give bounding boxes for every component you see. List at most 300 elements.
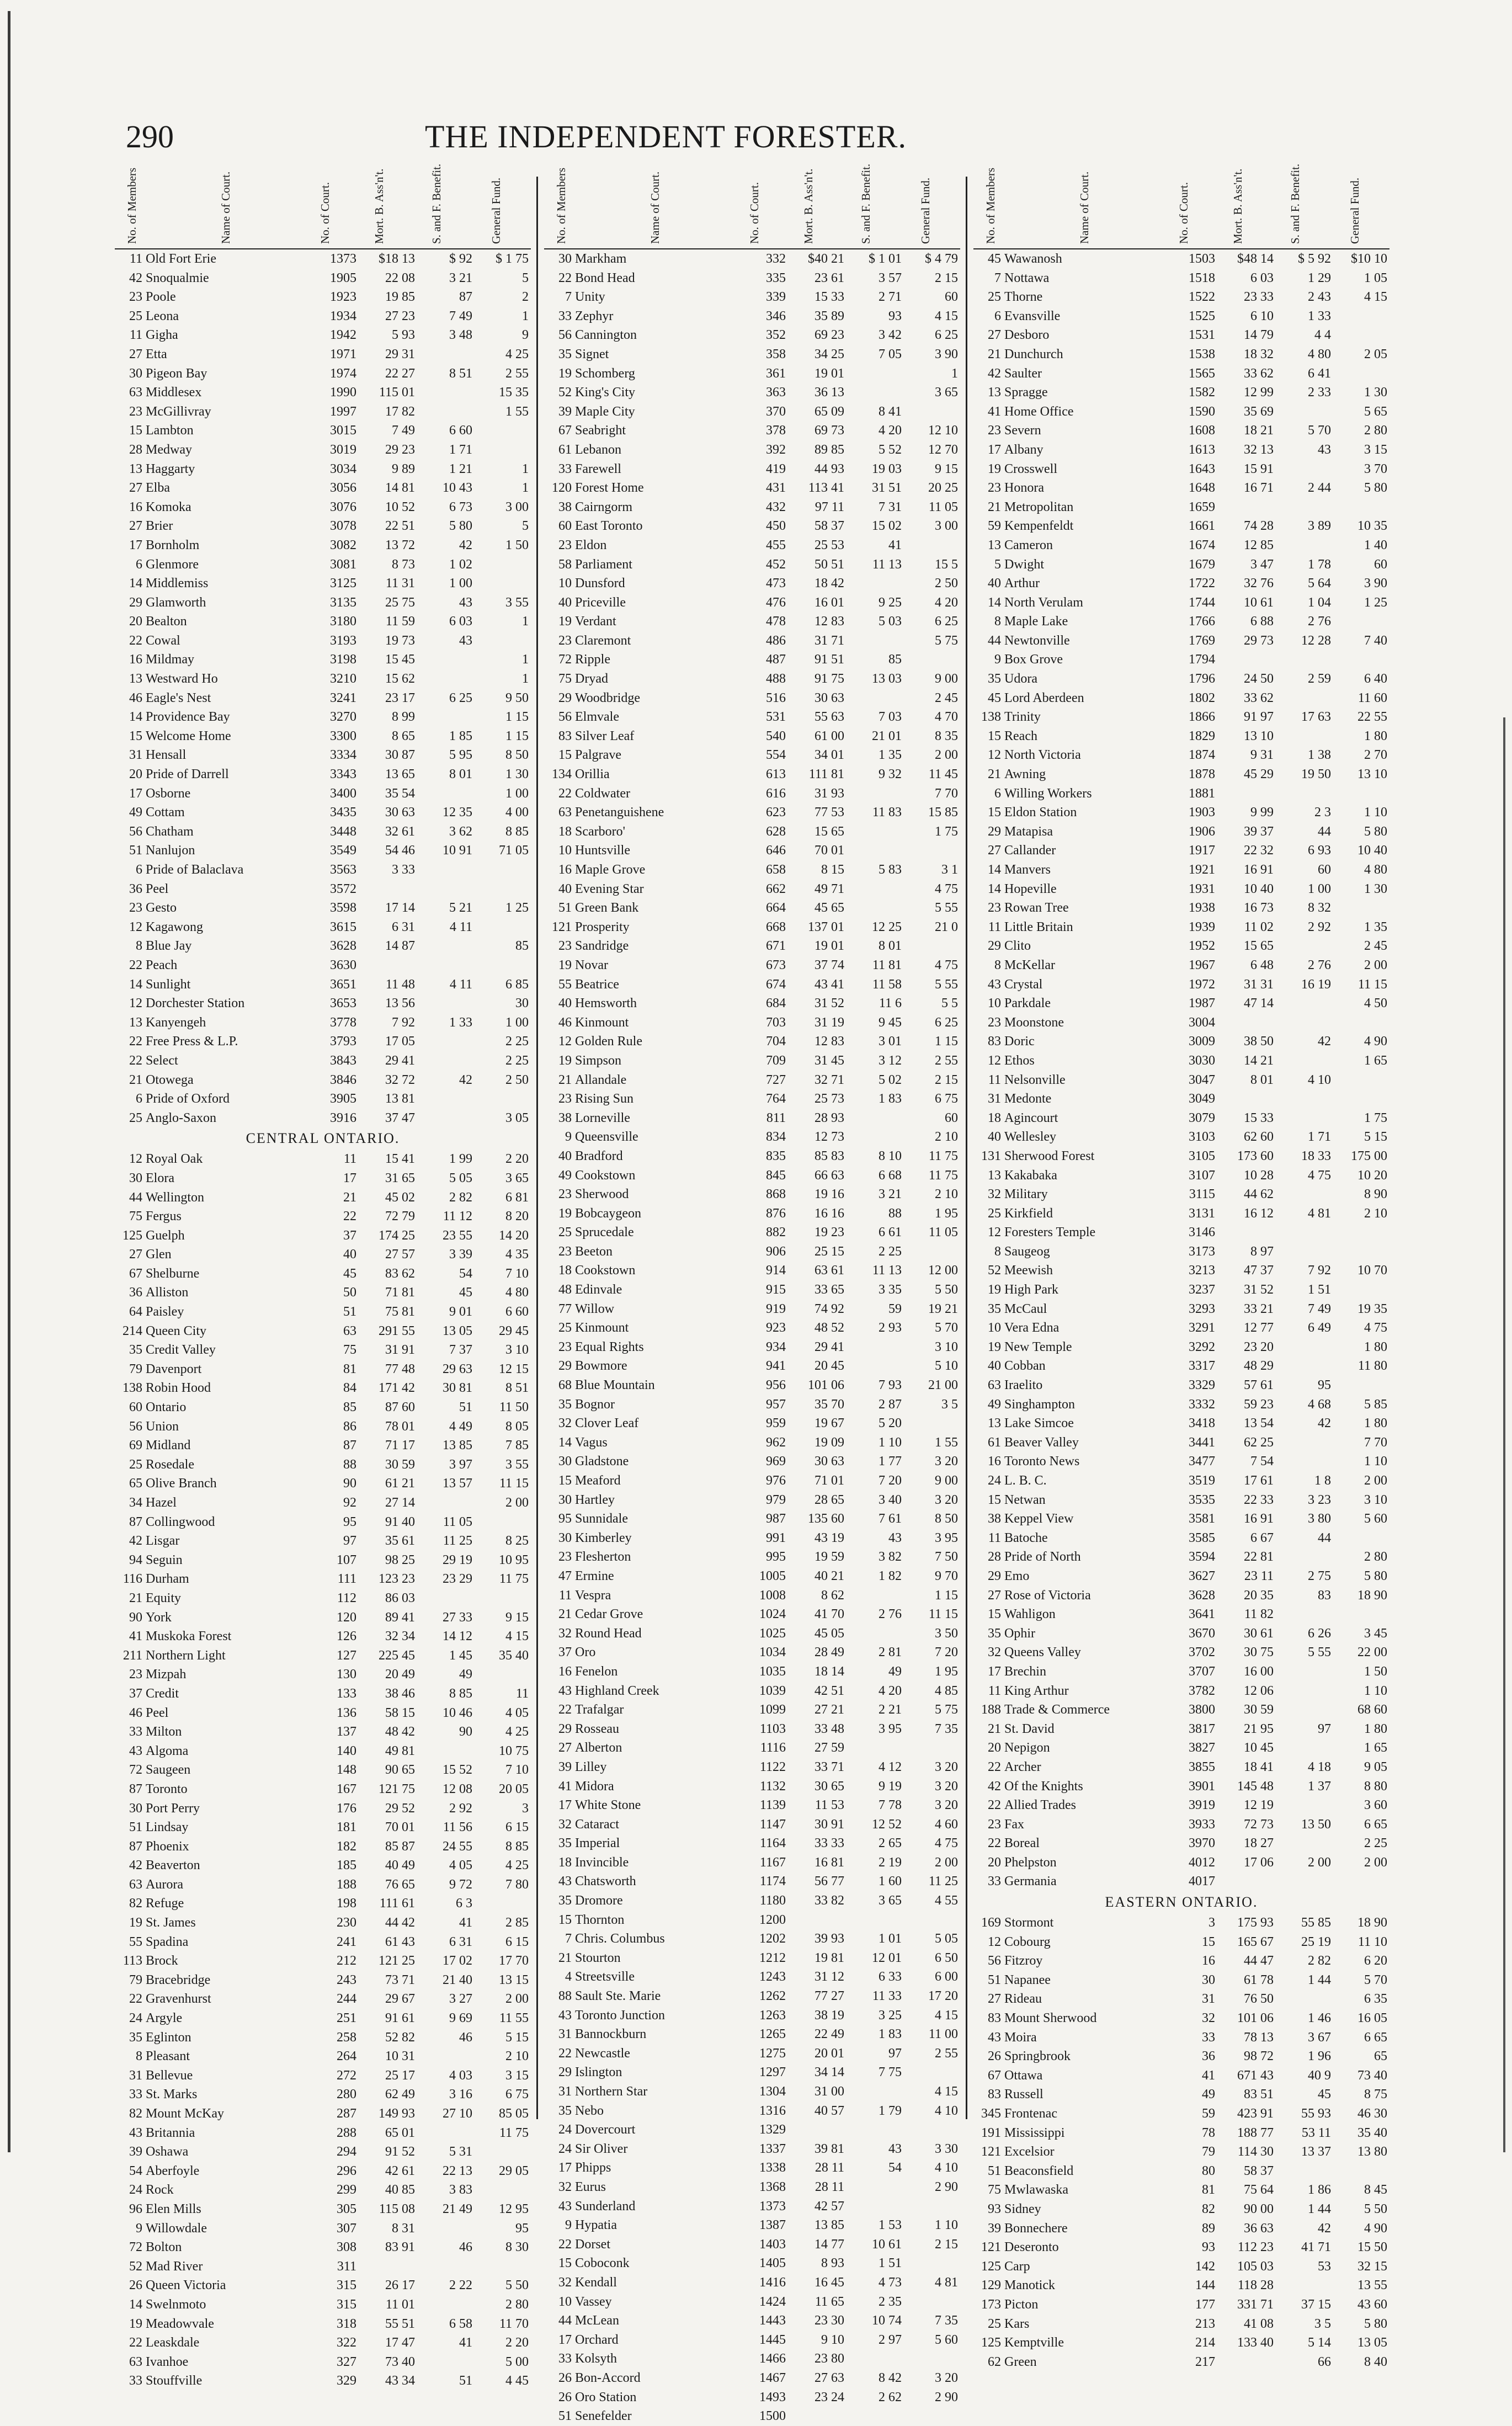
- court-name-cell: King Arthur: [1004, 1683, 1069, 1698]
- court-name-cell: Elba: [146, 481, 170, 496]
- court-no-cell: 1987: [1189, 996, 1215, 1011]
- table-row: [544, 1949, 960, 1968]
- mortuary-cell: 58 37: [814, 519, 844, 534]
- table-row: [115, 1071, 531, 1090]
- court-name-cell: Cairngorm: [575, 499, 632, 514]
- sick-benefit-cell: 19 03: [872, 461, 902, 476]
- sick-benefit-cell: 85: [888, 652, 902, 667]
- table-row: [544, 402, 960, 422]
- mortuary-cell: 18 21: [1244, 423, 1274, 438]
- table-row: [973, 1700, 1389, 1720]
- court-name-cell: Pigeon Bay: [146, 366, 207, 381]
- court-name-cell: Cobourg: [1004, 1934, 1051, 1949]
- sick-benefit-cell: [418, 707, 476, 727]
- court-no-cell: 3615: [330, 919, 356, 934]
- court-no-cell: 845: [766, 1168, 786, 1183]
- sick-benefit-cell: 5 05: [449, 1171, 472, 1185]
- court-name-cell: Lebanon: [575, 442, 621, 457]
- table-row: [544, 326, 960, 345]
- court-name-cell: Phoenix: [146, 1839, 189, 1854]
- mortuary-cell: 27 57: [385, 1247, 415, 1262]
- court-name-cell: Rising Sun: [575, 1092, 634, 1106]
- sick-benefit-cell: [848, 1338, 905, 1357]
- table-row: [115, 2124, 531, 2143]
- court-no-cell: 198: [337, 1896, 356, 1911]
- table-row: [544, 1071, 960, 1090]
- mortuary-cell: 56 77: [814, 1874, 844, 1889]
- members-cell: 27: [988, 843, 1001, 858]
- court-name-cell: Eurus: [575, 2179, 606, 2194]
- table-row: [115, 2315, 531, 2334]
- members-cell: 30: [558, 1530, 572, 1545]
- mortuary-cell: 77 48: [385, 1361, 415, 1376]
- general-fund-cell: 5: [522, 519, 529, 534]
- sick-benefit-cell: 66: [1318, 2354, 1331, 2369]
- court-no-cell: 3448: [330, 824, 356, 839]
- court-no-cell: 1590: [1189, 404, 1215, 419]
- court-no-cell: 327: [337, 2354, 356, 2369]
- members-cell: 33: [558, 308, 572, 323]
- mortuary-cell: 34 01: [814, 748, 844, 763]
- court-name-cell: Toronto: [146, 1781, 188, 1796]
- table-row: [544, 1700, 960, 1720]
- table-row: [544, 841, 960, 860]
- members-cell: 38: [558, 1110, 572, 1125]
- mortuary-cell: 10 45: [1244, 1741, 1274, 1755]
- sick-benefit-cell: 11 12: [443, 1209, 472, 1224]
- sick-benefit-cell: 2 00: [1308, 1855, 1331, 1870]
- members-cell: 56: [558, 710, 572, 725]
- table-row: [115, 288, 531, 307]
- members-cell: 20: [129, 614, 142, 629]
- mortuary-cell: 77 27: [814, 1989, 844, 2004]
- court-no-cell: 120: [337, 1610, 356, 1625]
- table-row: [973, 2219, 1389, 2238]
- table-row: [973, 2333, 1389, 2353]
- members-cell: 23: [129, 901, 142, 916]
- general-fund-cell: 3 00: [505, 499, 529, 514]
- sick-benefit-cell: 43: [888, 2141, 902, 2156]
- court-no-cell: 3193: [330, 633, 356, 648]
- mortuary-cell: 29 41: [385, 1053, 415, 1068]
- mortuary-cell: 30 65: [814, 1779, 844, 1794]
- general-fund-cell: [905, 2407, 960, 2426]
- court-no-cell: 3653: [330, 996, 356, 1011]
- court-name-cell: Novar: [575, 957, 608, 972]
- sick-benefit-cell: 2 35: [879, 2294, 902, 2309]
- court-name-cell: Kendall: [575, 2275, 617, 2290]
- members-cell: 15: [988, 728, 1001, 743]
- sick-benefit-cell: 29 19: [443, 1552, 472, 1567]
- members-cell: 21: [988, 767, 1001, 782]
- sick-benefit-cell: [1277, 1051, 1334, 1071]
- court-no-cell: 554: [766, 748, 786, 763]
- court-no-cell: 684: [766, 996, 786, 1011]
- court-no-cell: 956: [766, 1378, 786, 1393]
- sick-benefit-cell: 97: [888, 2046, 902, 2061]
- mortuary-cell: 32 34: [385, 1629, 415, 1644]
- court-name-cell: Bradford: [575, 1148, 623, 1163]
- court-no-cell: 487: [766, 652, 786, 667]
- table-row: [544, 2082, 960, 2102]
- sick-benefit-cell: 83: [1318, 1588, 1331, 1603]
- table-column-1: [115, 163, 531, 2388]
- mortuary-cell: 16 73: [1244, 901, 1274, 916]
- general-fund-cell: 10 40: [1357, 843, 1387, 858]
- court-no-cell: 4012: [1189, 1855, 1215, 1870]
- members-cell: 35: [988, 672, 1001, 687]
- members-cell: 29: [988, 939, 1001, 954]
- sick-benefit-cell: 53: [1318, 2259, 1331, 2274]
- court-no-cell: 3210: [330, 672, 356, 687]
- court-no-cell: 3081: [330, 557, 356, 572]
- sick-benefit-cell: [1277, 689, 1334, 708]
- court-name-cell: Fenelon: [575, 1664, 618, 1679]
- sick-benefit-cell: 1 44: [1308, 1972, 1331, 1987]
- mortuary-cell: 42 57: [814, 2199, 844, 2214]
- court-name-cell: High Park: [1004, 1283, 1058, 1297]
- mortuary-cell: 87 60: [385, 1400, 415, 1415]
- table-row: [544, 631, 960, 651]
- members-cell: 25: [129, 1110, 142, 1125]
- court-no-cell: 419: [766, 461, 786, 476]
- mortuary-cell: 11 82: [1244, 1607, 1274, 1622]
- mortuary-cell: 23 11: [1244, 1568, 1274, 1583]
- mortuary-cell: 31 31: [1244, 977, 1274, 992]
- sick-benefit-cell: [1277, 1223, 1334, 1242]
- general-fund-cell: 4 25: [505, 1858, 529, 1873]
- mortuary-cell: 31 71: [814, 633, 844, 648]
- sick-benefit-cell: 13 85: [443, 1438, 472, 1453]
- mortuary-cell: 15 65: [1244, 939, 1274, 954]
- court-no-cell: 3933: [1189, 1817, 1215, 1832]
- court-no-cell: 3598: [330, 901, 356, 916]
- mortuary-cell: 114 30: [1237, 2145, 1274, 2159]
- table-row: [544, 2273, 960, 2292]
- mortuary-cell: 40 21: [814, 1568, 844, 1583]
- general-fund-cell: 4 90: [1364, 2221, 1387, 2236]
- mortuary-cell: 22 08: [385, 270, 415, 285]
- general-fund-cell: 6 15: [505, 1820, 529, 1835]
- members-cell: 79: [129, 1972, 142, 1987]
- sick-benefit-cell: 1 96: [1308, 2049, 1331, 2064]
- court-name-cell: York: [146, 1610, 172, 1625]
- court-no-cell: 1661: [1189, 519, 1215, 534]
- mortuary-cell: 121 75: [379, 1781, 415, 1796]
- sick-benefit-cell: 4 49: [449, 1419, 472, 1434]
- court-name-cell: Penetanguishene: [575, 805, 664, 820]
- members-cell: 32: [558, 1416, 572, 1431]
- mortuary-cell: 91 97: [1244, 710, 1274, 725]
- general-fund-cell: 8 25: [505, 1534, 529, 1549]
- court-no-cell: 3300: [330, 728, 356, 743]
- sick-benefit-cell: 3 65: [879, 1893, 902, 1908]
- general-fund-cell: 6 60: [505, 1305, 529, 1320]
- sick-benefit-cell: 3 97: [449, 1457, 472, 1472]
- table-row: [544, 498, 960, 517]
- sick-benefit-cell: [1277, 1682, 1334, 1701]
- members-cell: 37: [129, 1686, 142, 1701]
- court-no-cell: 90: [343, 1476, 356, 1491]
- table-row: [544, 1452, 960, 1471]
- mortuary-cell: 91 52: [385, 2145, 415, 2159]
- table-row: [544, 1356, 960, 1376]
- court-no-cell: 671: [766, 939, 786, 954]
- general-fund-cell: 1 80: [1364, 1721, 1387, 1736]
- table-row: [973, 2066, 1389, 2085]
- members-cell: 49: [558, 1168, 572, 1183]
- members-cell: 63: [558, 805, 572, 820]
- members-cell: 29: [558, 1359, 572, 1374]
- sick-benefit-cell: [1277, 1834, 1334, 1853]
- members-cell: 87: [129, 1514, 142, 1529]
- members-cell: 113: [123, 1954, 142, 1969]
- court-no-cell: 49: [1202, 2087, 1215, 2102]
- members-cell: 27: [129, 481, 142, 496]
- table-row: [973, 421, 1389, 440]
- table-row: [544, 307, 960, 326]
- members-cell: 43: [558, 2199, 572, 2214]
- general-fund-cell: 5 05: [935, 1932, 958, 1946]
- court-name-cell: Bornholm: [146, 538, 200, 552]
- mortuary-cell: 44 47: [1244, 1954, 1274, 1969]
- court-no-cell: 318: [337, 2316, 356, 2331]
- table-row: [973, 1051, 1389, 1071]
- general-fund-cell: 2 55: [935, 2046, 958, 2061]
- mortuary-cell: 43 34: [385, 2374, 415, 2388]
- mortuary-cell: 30 91: [814, 1817, 844, 1832]
- court-name-cell: Etta: [146, 347, 167, 361]
- table-row: [115, 2180, 531, 2200]
- mortuary-cell: 33 48: [814, 1721, 844, 1736]
- table-row: [115, 1722, 531, 1742]
- members-cell: 29: [988, 1568, 1001, 1583]
- sick-benefit-cell: 8 32: [1308, 901, 1331, 916]
- general-fund-cell: 7 85: [505, 1438, 529, 1453]
- court-no-cell: 1952: [1189, 939, 1215, 954]
- sick-benefit-cell: 6 31: [449, 1934, 472, 1949]
- court-name-cell: Hensall: [146, 748, 187, 763]
- court-name-cell: Queensville: [575, 1130, 638, 1145]
- general-fund-cell: [905, 650, 960, 669]
- court-no-cell: 329: [337, 2374, 356, 2388]
- table-row: [544, 1796, 960, 1815]
- table-row: [544, 1567, 960, 1586]
- mortuary-cell: 38 19: [814, 2008, 844, 2023]
- general-fund-cell: 2 00: [505, 1992, 529, 2007]
- general-fund-cell: 12 10: [928, 423, 958, 438]
- general-fund-cell: 9 05: [1364, 1759, 1387, 1774]
- header-members: No. of Members: [125, 167, 139, 244]
- general-fund-cell: [1334, 1376, 1389, 1395]
- court-name-cell: Alliston: [146, 1285, 189, 1300]
- court-no-cell: 127: [337, 1648, 356, 1663]
- table-row: [973, 937, 1389, 956]
- table-row: [544, 1204, 960, 1223]
- mortuary-cell: 12 85: [1244, 538, 1274, 552]
- table-row: [973, 536, 1389, 555]
- table-row: [115, 1089, 531, 1109]
- court-name-cell: Credit: [146, 1686, 179, 1701]
- court-name-cell: Osborne: [146, 786, 191, 801]
- general-fund-cell: 5 15: [1364, 1130, 1387, 1145]
- general-fund-cell: 22 00: [1357, 1645, 1387, 1660]
- general-fund-cell: [1334, 1529, 1389, 1548]
- members-cell: 32: [988, 1645, 1001, 1660]
- mortuary-cell: 15 41: [385, 1152, 415, 1167]
- general-fund-cell: 3 15: [505, 2068, 529, 2083]
- members-cell: 30: [558, 1454, 572, 1469]
- court-name-cell: Wellington: [146, 1190, 205, 1205]
- table-row: [973, 440, 1389, 460]
- members-cell: 11: [558, 1588, 572, 1603]
- members-cell: 83: [988, 2011, 1001, 2026]
- table-row: [973, 1147, 1389, 1166]
- court-name-cell: Saulter: [1004, 366, 1042, 381]
- sick-benefit-cell: [418, 784, 476, 804]
- sick-benefit-cell: 7 37: [449, 1343, 472, 1358]
- mortuary-cell: 8 93: [821, 2256, 844, 2271]
- sick-benefit-cell: $ 5 92: [1298, 252, 1331, 266]
- court-no-cell: 919: [766, 1301, 786, 1316]
- court-name-cell: Hopeville: [1004, 881, 1057, 896]
- court-no-cell: 17: [343, 1171, 356, 1185]
- sick-benefit-cell: 11 58: [872, 977, 902, 992]
- members-cell: 72: [129, 1763, 142, 1778]
- court-name-cell: Evansville: [1004, 308, 1061, 323]
- mortuary-cell: 6 48: [1250, 957, 1274, 972]
- general-fund-cell: [1334, 498, 1389, 517]
- court-no-cell: 1565: [1189, 366, 1215, 381]
- general-fund-cell: 6 65: [1364, 1817, 1387, 1832]
- court-name-cell: Markham: [575, 252, 627, 266]
- members-cell: 25: [129, 308, 142, 323]
- court-name-cell: Eagle's Nest: [146, 690, 211, 705]
- court-name-cell: Kemptville: [1004, 2335, 1064, 2350]
- court-name-cell: Kirkfield: [1004, 1206, 1053, 1221]
- table-row: [115, 2257, 531, 2276]
- court-name-cell: Spadina: [146, 1934, 189, 1949]
- general-fund-cell: [1334, 784, 1389, 804]
- members-cell: 32: [558, 2275, 572, 2290]
- sick-benefit-cell: 44: [1318, 1530, 1331, 1545]
- mortuary-cell: 16 00: [1244, 1664, 1274, 1679]
- court-name-cell: Deseronto: [1004, 2240, 1059, 2255]
- court-no-cell: 3585: [1189, 1530, 1215, 1545]
- general-fund-cell: 6 25: [935, 1015, 958, 1030]
- court-name-cell: Stourton: [575, 1950, 621, 1965]
- mortuary-cell: 38 50: [1244, 1034, 1274, 1049]
- members-cell: 67: [988, 2068, 1001, 2083]
- court-no-cell: 30: [1202, 1972, 1215, 1987]
- sick-benefit-cell: 95: [1318, 1378, 1331, 1393]
- table-row: [973, 2162, 1389, 2181]
- table-row: [973, 2200, 1389, 2219]
- sick-benefit-cell: 4 10: [1308, 1072, 1331, 1087]
- header-mortuary: Mort. B. Ass'n't.: [372, 168, 386, 244]
- sick-benefit-cell: 12 28: [1301, 633, 1331, 648]
- members-cell: 32: [558, 1626, 572, 1641]
- header-court-name: Name of Court.: [1078, 171, 1091, 244]
- general-fund-cell: 4 75: [935, 1836, 958, 1851]
- general-fund-cell: [476, 555, 531, 574]
- mortuary-cell: 11 53: [814, 1798, 844, 1813]
- members-cell: 67: [129, 1266, 142, 1281]
- court-no-cell: 45: [343, 1266, 356, 1281]
- general-fund-cell: 11 10: [1357, 1934, 1387, 1949]
- general-fund-cell: $10 10: [1351, 252, 1387, 266]
- mortuary-cell: 76 65: [385, 1877, 415, 1892]
- table-row: [544, 1395, 960, 1414]
- table-row: [544, 2025, 960, 2044]
- table-row: [973, 803, 1389, 822]
- table-row: [115, 669, 531, 689]
- table-row: [544, 1929, 960, 1949]
- general-fund-cell: 2 80: [505, 2297, 529, 2312]
- table-row: [115, 1933, 531, 1952]
- table-row: [115, 1608, 531, 1627]
- sick-benefit-cell: [848, 2197, 905, 2216]
- court-name-cell: Komoka: [146, 499, 191, 514]
- court-no-cell: 241: [337, 1934, 356, 1949]
- sick-benefit-cell: [848, 689, 905, 708]
- members-cell: 93: [988, 2201, 1001, 2216]
- general-fund-cell: 65: [1374, 2049, 1387, 2064]
- table-row: [544, 1967, 960, 1987]
- members-cell: 48: [558, 1283, 572, 1297]
- general-fund-cell: 1 35: [1364, 919, 1387, 934]
- court-name-cell: Eldon Station: [1004, 805, 1077, 820]
- table-row: [115, 1302, 531, 1322]
- members-cell: 40: [558, 1148, 572, 1163]
- court-no-cell: 976: [766, 1473, 786, 1488]
- members-cell: 12: [988, 1225, 1001, 1240]
- general-fund-cell: 19 35: [1357, 1301, 1387, 1316]
- sick-benefit-cell: 1 00: [449, 576, 472, 591]
- table-row: [544, 707, 960, 727]
- members-cell: 12: [988, 748, 1001, 763]
- court-no-cell: 1039: [759, 1683, 786, 1698]
- court-no-cell: 486: [766, 633, 786, 648]
- members-cell: 33: [129, 1725, 142, 1739]
- members-cell: 22: [129, 1053, 142, 1068]
- general-fund-cell: [476, 2257, 531, 2276]
- table-row: [544, 1147, 960, 1166]
- court-name-cell: Mad River: [146, 2259, 203, 2274]
- court-no-cell: 3817: [1189, 1721, 1215, 1736]
- general-fund-cell: 6 40: [1364, 672, 1387, 687]
- court-no-cell: 89: [1202, 2221, 1215, 2236]
- mortuary-cell: 133 40: [1237, 2335, 1274, 2350]
- mortuary-cell: 26 17: [385, 2278, 415, 2293]
- court-no-cell: 3702: [1189, 1645, 1215, 1660]
- mortuary-cell: 111 81: [808, 767, 844, 782]
- court-name-cell: Credit Valley: [146, 1343, 216, 1358]
- court-no-cell: 3905: [330, 1092, 356, 1106]
- court-name-cell: Islington: [575, 2065, 622, 2080]
- court-no-cell: 4017: [1189, 1874, 1215, 1889]
- table-row: [544, 1185, 960, 1204]
- sick-benefit-cell: 9 45: [879, 1015, 902, 1030]
- court-name-cell: Bon-Accord: [575, 2370, 641, 2385]
- mortuary-cell: 12 19: [1244, 1798, 1274, 1813]
- mortuary-cell: 69 23: [814, 328, 844, 343]
- sick-benefit-cell: $ 92: [449, 252, 472, 266]
- court-name-cell: Dorset: [575, 2237, 610, 2252]
- court-no-cell: 3563: [330, 863, 356, 877]
- court-no-cell: 476: [766, 595, 786, 610]
- court-no-cell: 3778: [330, 1015, 356, 1030]
